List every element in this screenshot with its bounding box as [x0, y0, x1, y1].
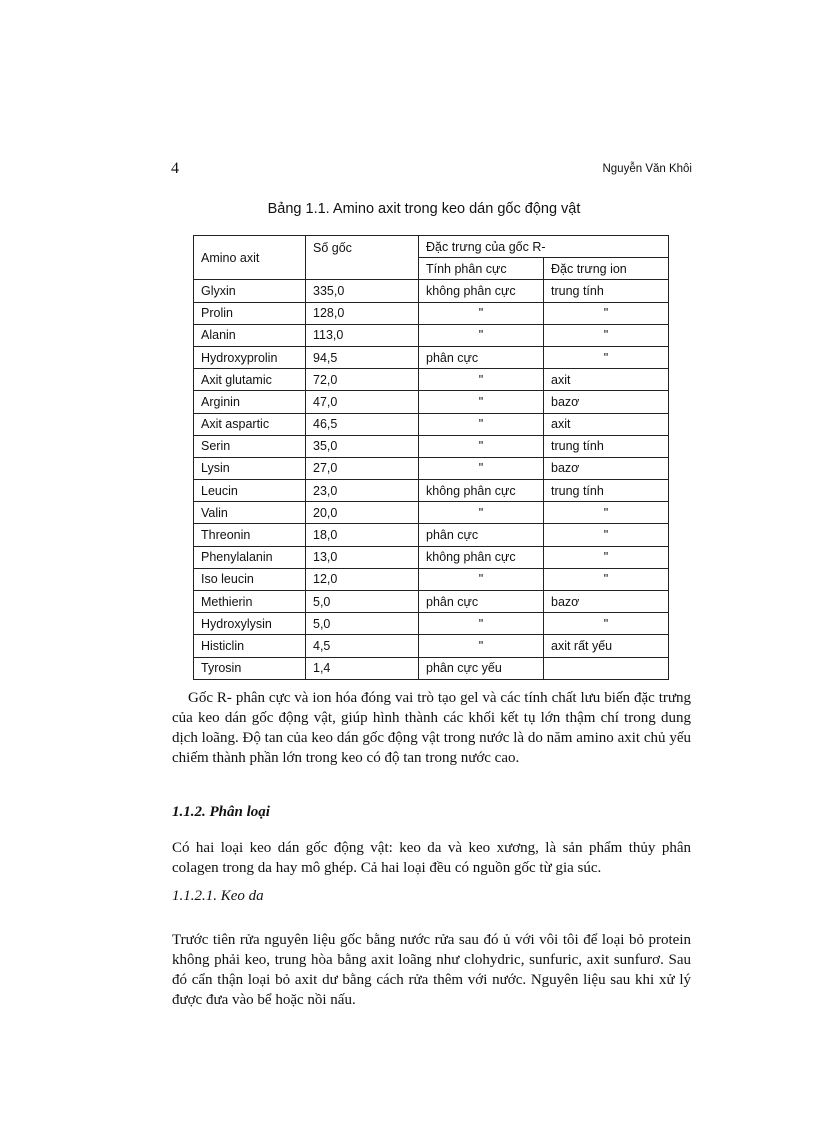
- table-row: [194, 480, 669, 502]
- table-row: [194, 413, 669, 435]
- subsection-heading-hide-glue: 1.1.2.1. Keo da: [172, 888, 264, 904]
- cell-amino-acid: Arginin: [194, 391, 306, 413]
- amino-acid-table: [193, 235, 669, 680]
- table-row: [194, 657, 669, 679]
- cell-amino-acid: Glyxin: [194, 280, 306, 302]
- cell-residue-count: 72,0: [306, 369, 419, 391]
- cell-residue-count: 5,0: [306, 613, 419, 635]
- cell-amino-acid: Methierin: [194, 591, 306, 613]
- table-row: [194, 435, 669, 457]
- cell-polarity: ": [419, 502, 544, 524]
- header-polarity: Tính phân cực: [419, 258, 544, 280]
- cell-ionic: ": [544, 346, 669, 368]
- cell-amino-acid: Phenylalanin: [194, 546, 306, 568]
- table-row: [194, 524, 669, 546]
- cell-ionic: ": [544, 502, 669, 524]
- cell-residue-count: 23,0: [306, 480, 419, 502]
- table-row: [194, 546, 669, 568]
- header-ionic: Đặc trưng ion: [544, 258, 669, 280]
- table-row: [194, 391, 669, 413]
- cell-polarity: ": [419, 369, 544, 391]
- cell-ionic: bazơ: [544, 591, 669, 613]
- cell-residue-count: 335,0: [306, 280, 419, 302]
- cell-amino-acid: Iso leucin: [194, 568, 306, 590]
- cell-polarity: phân cực yếu: [419, 657, 544, 679]
- cell-amino-acid: Serin: [194, 435, 306, 457]
- cell-residue-count: 27,0: [306, 457, 419, 479]
- section-heading-classification: 1.1.2. Phân loại: [172, 804, 270, 820]
- cell-ionic: trung tính: [544, 435, 669, 457]
- table-row: [194, 568, 669, 590]
- header-amino-acid: Amino axit: [194, 236, 306, 280]
- cell-polarity: phân cực: [419, 591, 544, 613]
- cell-polarity: ": [419, 613, 544, 635]
- cell-polarity: ": [419, 302, 544, 324]
- cell-polarity: ": [419, 568, 544, 590]
- cell-residue-count: 1,4: [306, 657, 419, 679]
- cell-polarity: ": [419, 413, 544, 435]
- cell-ionic: axit: [544, 369, 669, 391]
- cell-ionic: bazơ: [544, 457, 669, 479]
- cell-amino-acid: Prolin: [194, 302, 306, 324]
- cell-residue-count: 12,0: [306, 568, 419, 590]
- header-r-group: Đặc trưng của gốc R-: [419, 236, 669, 258]
- cell-residue-count: 128,0: [306, 302, 419, 324]
- cell-polarity: không phân cực: [419, 546, 544, 568]
- table-caption: Bảng 1.1. Amino axit trong keo dán gốc động vật: [267, 201, 581, 217]
- table-row: [194, 280, 669, 302]
- cell-polarity: phân cực: [419, 346, 544, 368]
- cell-polarity: ": [419, 635, 544, 657]
- running-header-author: Nguyễn Văn Khôi: [602, 163, 692, 175]
- cell-amino-acid: Valin: [194, 502, 306, 524]
- cell-ionic: ": [544, 613, 669, 635]
- table-row: [194, 502, 669, 524]
- cell-ionic: bazơ: [544, 391, 669, 413]
- table-row: [194, 346, 669, 368]
- page-number: 4: [171, 160, 179, 177]
- cell-amino-acid: Axit glutamic: [194, 369, 306, 391]
- cell-ionic: [544, 657, 669, 679]
- cell-polarity: không phân cực: [419, 280, 544, 302]
- cell-residue-count: 20,0: [306, 502, 419, 524]
- cell-ionic: ": [544, 546, 669, 568]
- table-header-row: [194, 236, 669, 258]
- cell-amino-acid: Leucin: [194, 480, 306, 502]
- table-row: [194, 613, 669, 635]
- cell-ionic: axit rất yếu: [544, 635, 669, 657]
- cell-residue-count: 47,0: [306, 391, 419, 413]
- cell-residue-count: 46,5: [306, 413, 419, 435]
- cell-polarity: không phân cực: [419, 480, 544, 502]
- table-row: [194, 591, 669, 613]
- cell-polarity: ": [419, 324, 544, 346]
- paragraph-hide-glue-process: Trước tiên rửa nguyên liệu gốc bằng nước rửa sau đó ủ với vôi tôi để loại bỏ protein không phải keo, trung hòa bằng axit loãng như clohydric, sunfuric, axit sunfurơ. Sau đó cẩn thận loại bỏ axit dư bằng cách rửa thêm với nước. Nguyên liệu sau khi xử lý được đưa vào bể hoặc nồi nấu.: [172, 932, 691, 1008]
- header-residue-count: Số gốc: [306, 236, 419, 280]
- cell-amino-acid: Hydroxylysin: [194, 613, 306, 635]
- paragraph-glue-types: Có hai loại keo dán gốc động vật: keo da và keo xương, là sản phẩm thủy phân colagen trong da hay mô ghép. Cả hai loại đều có nguồn gốc từ gia súc.: [172, 840, 691, 876]
- cell-residue-count: 113,0: [306, 324, 419, 346]
- cell-amino-acid: Threonin: [194, 524, 306, 546]
- cell-polarity: ": [419, 391, 544, 413]
- cell-ionic: ": [544, 302, 669, 324]
- table-row: [194, 635, 669, 657]
- cell-amino-acid: Histiclin: [194, 635, 306, 657]
- cell-amino-acid: Lysin: [194, 457, 306, 479]
- table-row: [194, 457, 669, 479]
- cell-ionic: ": [544, 568, 669, 590]
- cell-residue-count: 18,0: [306, 524, 419, 546]
- cell-ionic: trung tính: [544, 480, 669, 502]
- cell-ionic: axit: [544, 413, 669, 435]
- cell-ionic: trung tính: [544, 280, 669, 302]
- cell-residue-count: 35,0: [306, 435, 419, 457]
- paragraph-r-group-role: Gốc R- phân cực và ion hóa đóng vai trò tạo gel và các tính chất lưu biến đặc trưng của keo dán gốc động vật, giúp hình thành các khối kết tụ lớn thậm chí trong dung dịch loãng. Độ tan của keo dán gốc động vật trong nước là do năm amino axit chủ yếu chiếm thành phần lớn trong keo có độ tan trong nước cao.: [172, 690, 691, 766]
- cell-residue-count: 5,0: [306, 591, 419, 613]
- cell-amino-acid: Hydroxyprolin: [194, 346, 306, 368]
- cell-amino-acid: Axit aspartic: [194, 413, 306, 435]
- cell-amino-acid: Alanin: [194, 324, 306, 346]
- table-body: [194, 280, 669, 679]
- cell-residue-count: 94,5: [306, 346, 419, 368]
- table-row: [194, 324, 669, 346]
- cell-polarity: phân cực: [419, 524, 544, 546]
- cell-polarity: ": [419, 457, 544, 479]
- cell-ionic: ": [544, 524, 669, 546]
- table-row: [194, 369, 669, 391]
- cell-residue-count: 13,0: [306, 546, 419, 568]
- cell-amino-acid: Tyrosin: [194, 657, 306, 679]
- cell-ionic: ": [544, 324, 669, 346]
- cell-residue-count: 4,5: [306, 635, 419, 657]
- table-row: [194, 302, 669, 324]
- cell-polarity: ": [419, 435, 544, 457]
